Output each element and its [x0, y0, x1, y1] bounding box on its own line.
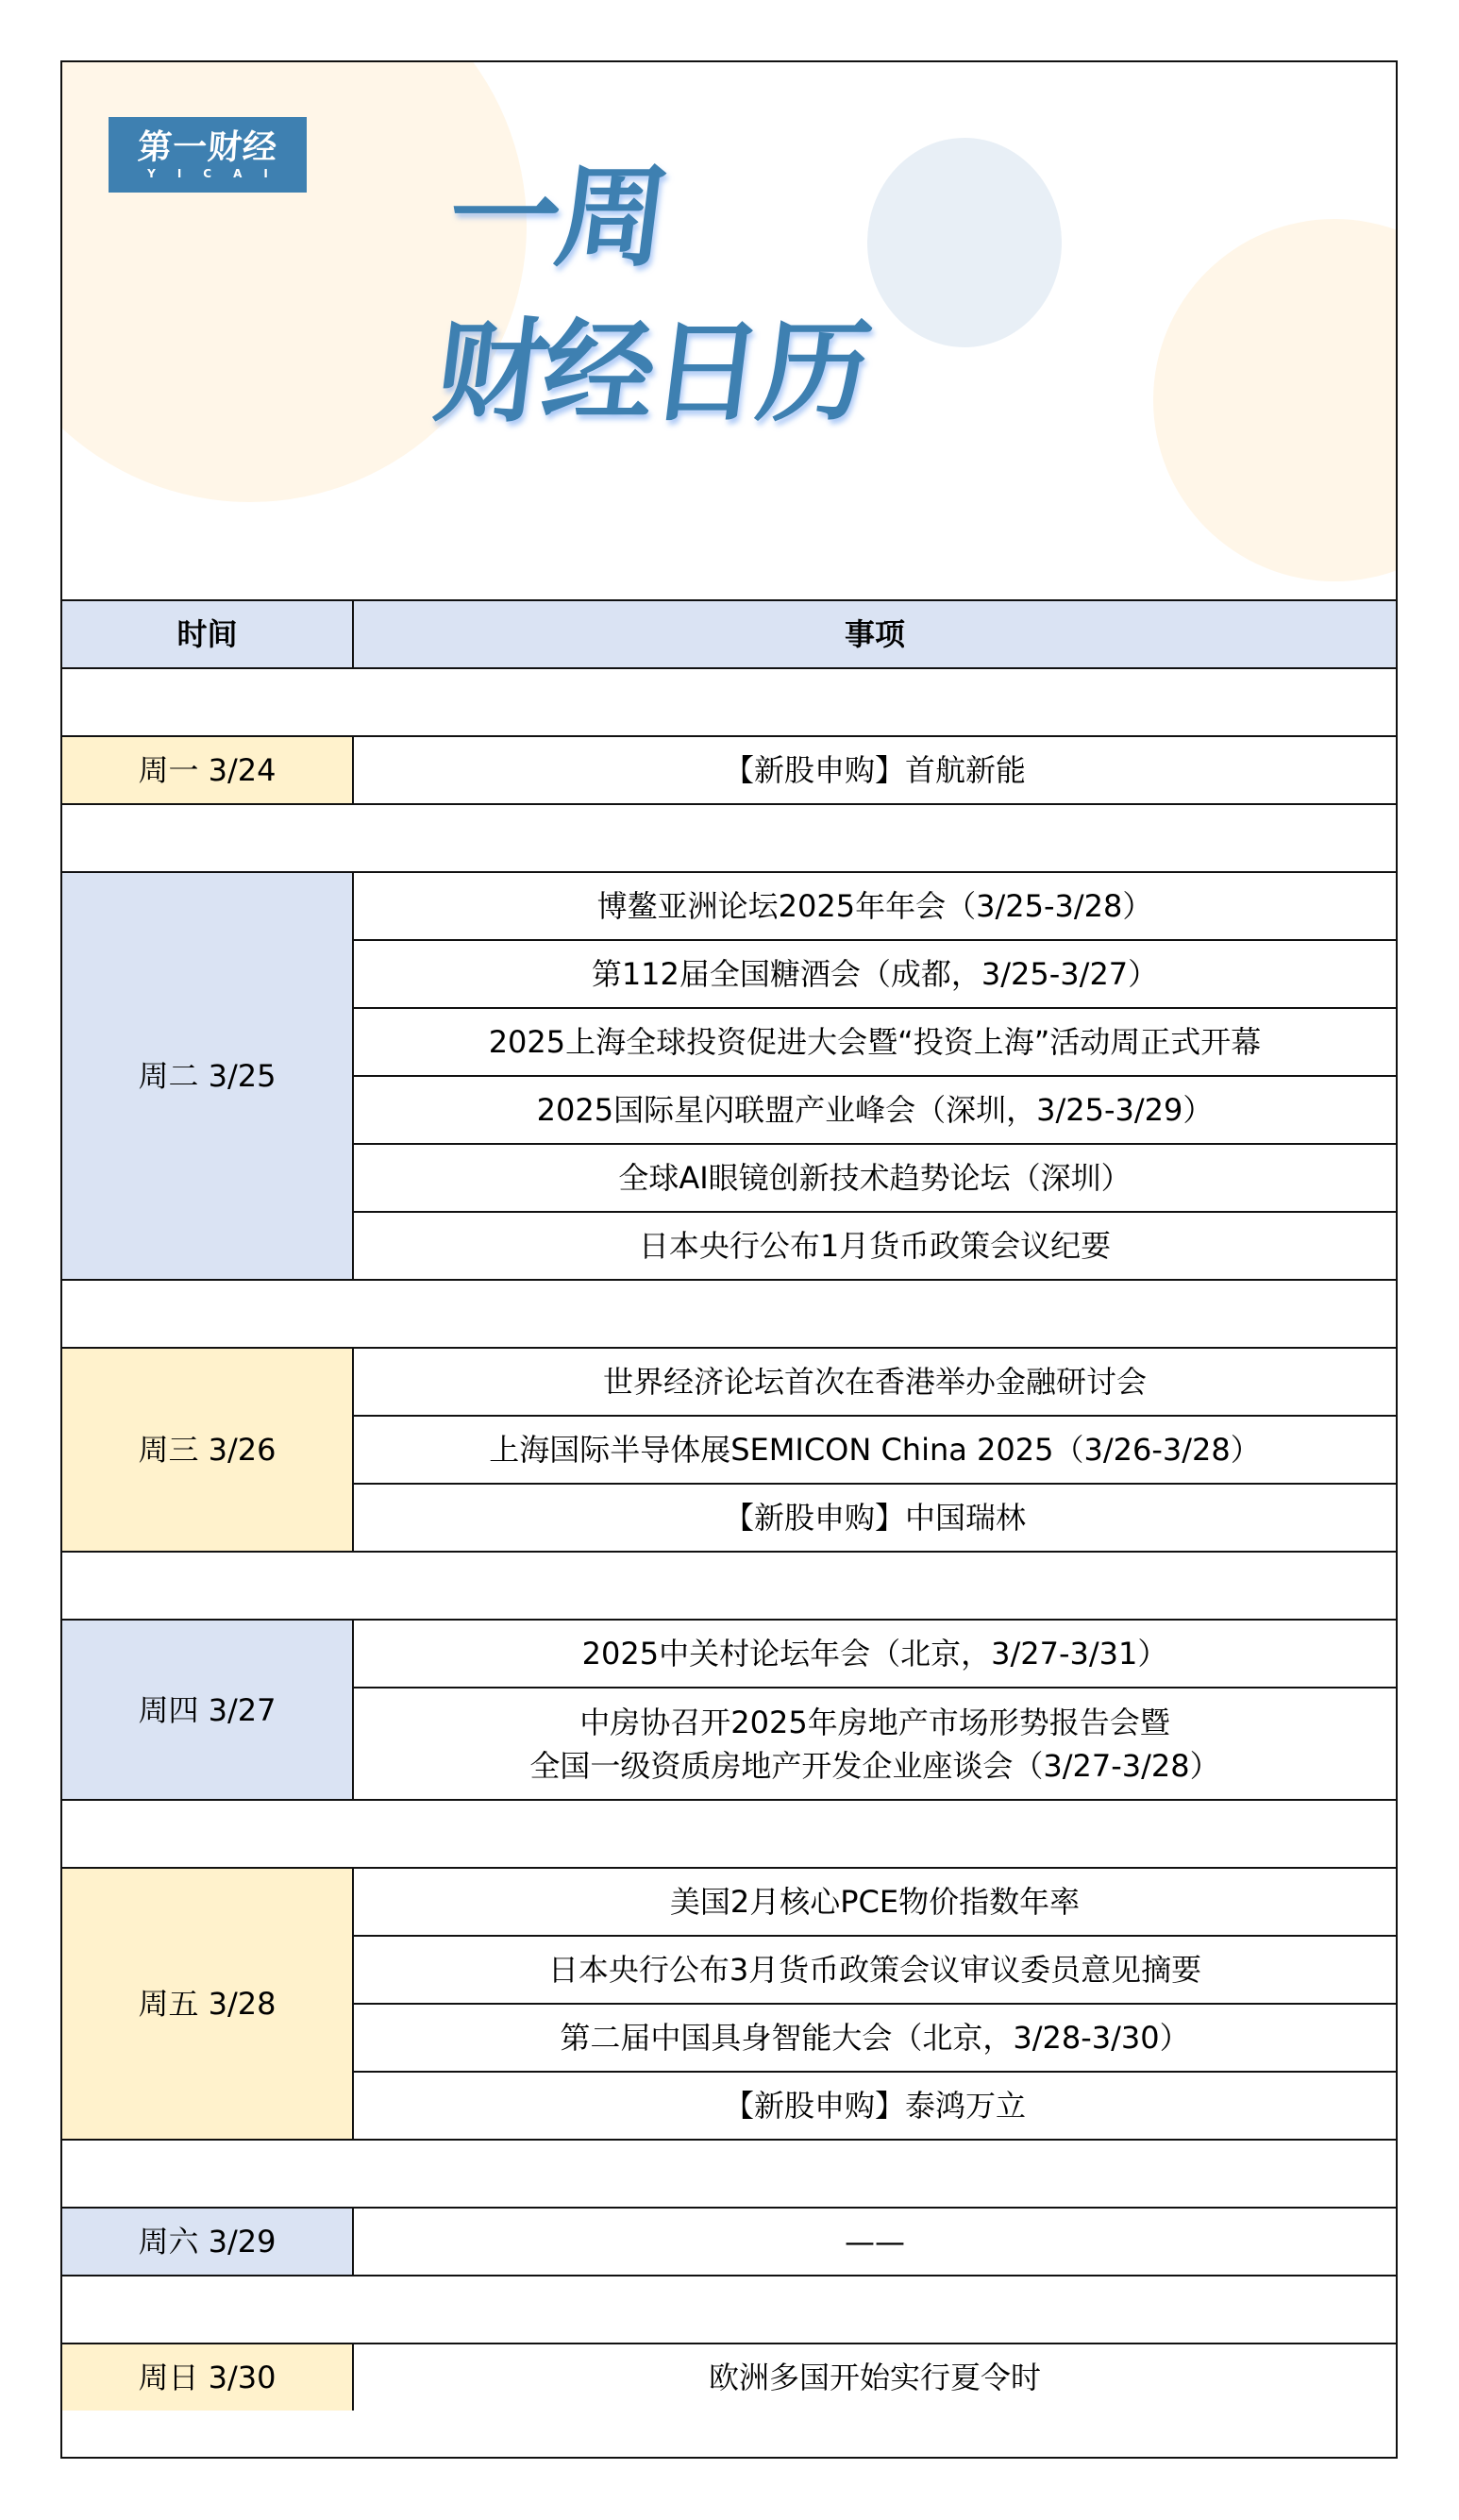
- day-row-fri: [62, 1868, 1396, 1936]
- event-item: 第112届全国糖酒会（成都，3/25-3/27）: [353, 940, 1396, 1008]
- spacer-row: [62, 668, 1396, 736]
- day-row-wed: [62, 1348, 1396, 1416]
- day-label: 周六 3/29: [62, 2208, 353, 2276]
- event-item: 博鳌亚洲论坛2025年年会（3/25-3/28）: [353, 872, 1396, 940]
- day-row-mon: [62, 736, 1396, 804]
- decor-circle-right: [1153, 219, 1396, 581]
- event-item: 欧洲多国开始实行夏令时: [353, 2344, 1396, 2411]
- yicai-logo: [109, 117, 307, 193]
- event-line: 全国一级资质房地产开发企业座谈会（3/27-3/28）: [529, 1747, 1220, 1784]
- day-label: 周日 3/30: [62, 2344, 353, 2411]
- column-header-time: 时间: [62, 600, 353, 668]
- day-row-thu: [62, 1620, 1396, 1688]
- day-label: 周四 3/27: [62, 1620, 353, 1800]
- banner: [62, 62, 1396, 601]
- day-row-tue: [62, 872, 1396, 940]
- calendar-card: [60, 60, 1398, 2459]
- event-item: 日本央行公布3月货币政策会议审议委员意见摘要: [353, 1936, 1396, 2004]
- event-item: 【新股申购】中国瑞林: [353, 1484, 1396, 1552]
- spacer-row: [62, 2276, 1396, 2344]
- event-item: 2025国际星闪联盟产业峰会（深圳，3/25-3/29）: [353, 1076, 1396, 1144]
- page-title-line1: 一周: [441, 152, 673, 282]
- event-item: 上海国际半导体展SEMICON China 2025（3/26-3/28）: [353, 1416, 1396, 1484]
- day-row-sat: [62, 2208, 1396, 2276]
- day-label: 周一 3/24: [62, 736, 353, 804]
- spacer-row: [62, 1552, 1396, 1620]
- event-item: 第二届中国具身智能大会（北京，3/28-3/30）: [353, 2004, 1396, 2072]
- page-title-line2: 财经日历: [428, 307, 875, 437]
- day-label: 周五 3/28: [62, 1868, 353, 2140]
- day-row-sun: [62, 2344, 1396, 2411]
- event-item: 日本央行公布1月货币政策会议纪要: [353, 1212, 1396, 1280]
- day-label: 周三 3/26: [62, 1348, 353, 1552]
- logo-text: 第一财经: [136, 128, 279, 167]
- event-item: 美国2月核心PCE物价指数年率: [353, 1868, 1396, 1936]
- table-header-row: [62, 600, 1396, 668]
- event-item: 【新股申购】泰鸿万立: [353, 2072, 1396, 2140]
- event-item-empty: ——: [353, 2208, 1396, 2276]
- logo-subtext: YICAI: [147, 167, 290, 180]
- spacer-row: [62, 1280, 1396, 1348]
- event-item: 世界经济论坛首次在香港举办金融研讨会: [353, 1348, 1396, 1416]
- event-item: 【新股申购】首航新能: [353, 736, 1396, 804]
- decor-circle-blue: [867, 138, 1062, 347]
- spacer-row: [62, 804, 1396, 872]
- spacer-row: [62, 2140, 1396, 2208]
- event-line: 中房协召开2025年房地产市场形势报告会暨: [579, 1704, 1170, 1740]
- event-item: 全球AI眼镜创新技术趋势论坛（深圳）: [353, 1144, 1396, 1212]
- schedule-table: [62, 599, 1396, 2411]
- day-label: 周二 3/25: [62, 872, 353, 1280]
- event-item: 2025上海全球投资促进大会暨“投资上海”活动周正式开幕: [353, 1008, 1396, 1076]
- column-header-event: 事项: [353, 600, 1396, 668]
- event-item-multiline: [353, 1688, 1396, 1800]
- event-item: 2025中关村论坛年会（北京，3/27-3/31）: [353, 1620, 1396, 1688]
- spacer-row: [62, 1800, 1396, 1868]
